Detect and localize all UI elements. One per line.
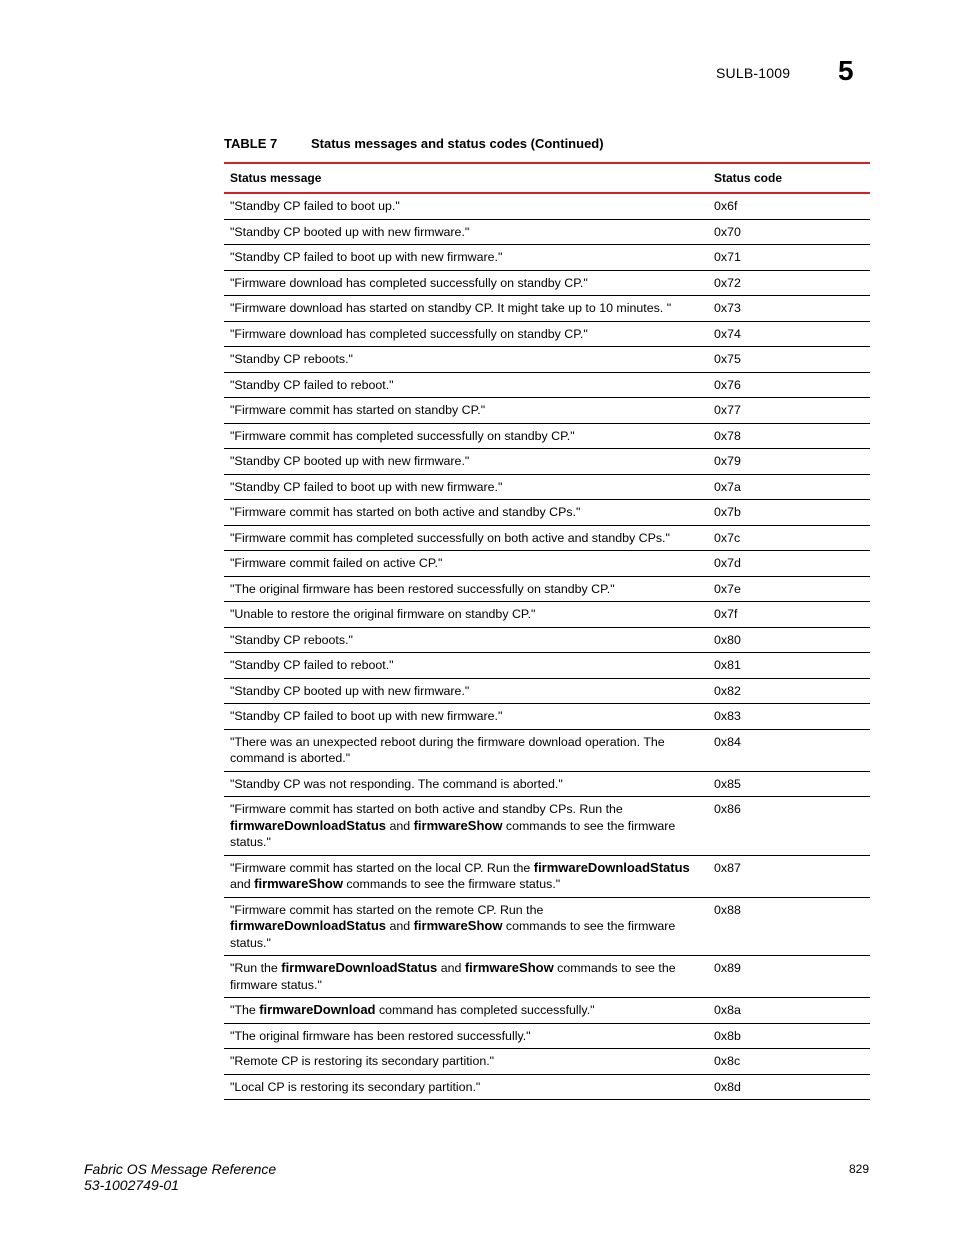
- status-code-cell: 0x71: [708, 245, 870, 271]
- status-code-cell: 0x78: [708, 423, 870, 449]
- status-code-cell: 0x7a: [708, 474, 870, 500]
- status-message-cell: "Standby CP failed to boot up with new firmware.": [224, 704, 708, 730]
- table-body: [224, 193, 870, 1100]
- status-code-cell: 0x76: [708, 372, 870, 398]
- status-message-cell: "Standby CP was not responding. The command is aborted.": [224, 771, 708, 797]
- command-name: firmwareDownloadStatus: [230, 918, 387, 933]
- table-row: [224, 372, 870, 398]
- message-text: commands to see the firmware status.": [230, 919, 676, 950]
- status-code-cell: 0x8c: [708, 1049, 870, 1075]
- footer-page-number: 829: [849, 1162, 870, 1176]
- status-message-cell: "Firmware download has started on standby CP. It might take up to 10 minutes. ": [224, 296, 708, 322]
- status-message-cell: [224, 998, 708, 1024]
- message-text: and: [386, 818, 414, 833]
- table-row: [224, 771, 870, 797]
- status-code-cell: 0x77: [708, 398, 870, 424]
- status-code-cell: 0x80: [708, 627, 870, 653]
- status-message-cell: "There was an unexpected reboot during the firmware download operation. The command is aborted.": [224, 729, 708, 771]
- table-row: [224, 1023, 870, 1049]
- table-row: [224, 1049, 870, 1075]
- table-row: [224, 897, 870, 956]
- status-code-cell: 0x7c: [708, 525, 870, 551]
- table-row: [224, 576, 870, 602]
- status-code-cell: 0x73: [708, 296, 870, 322]
- status-message-cell: "Firmware commit failed on active CP.": [224, 551, 708, 577]
- table-row: [224, 729, 870, 771]
- status-message-cell: "Standby CP reboots.": [224, 627, 708, 653]
- table-row: [224, 245, 870, 271]
- status-message-cell: [224, 797, 708, 856]
- command-name: firmwareShow: [413, 918, 503, 933]
- status-message-cell: "Standby CP failed to boot up with new firmware.": [224, 474, 708, 500]
- status-code-cell: 0x88: [708, 897, 870, 956]
- command-name: firmwareDownload: [259, 1002, 376, 1017]
- table-row: [224, 193, 870, 219]
- status-code-cell: 0x75: [708, 347, 870, 373]
- table-row: [224, 500, 870, 526]
- status-message-cell: "Unable to restore the original firmware on standby CP.": [224, 602, 708, 628]
- status-code-cell: 0x8b: [708, 1023, 870, 1049]
- command-name: firmwareShow: [254, 876, 343, 891]
- message-text: and: [230, 877, 255, 891]
- table-row: [224, 704, 870, 730]
- table-row: [224, 653, 870, 679]
- status-code-cell: 0x82: [708, 678, 870, 704]
- column-header-status-message: Status message: [224, 163, 708, 193]
- status-code-cell: 0x8d: [708, 1074, 870, 1100]
- status-table: [224, 162, 870, 1100]
- status-message-cell: "The original firmware has been restored successfully.": [224, 1023, 708, 1049]
- message-text: commands to see the firmware status.": [230, 818, 676, 849]
- table-row: [224, 296, 870, 322]
- status-code-cell: 0x7b: [708, 500, 870, 526]
- message-text: commands to see the firmware status.": [230, 961, 676, 992]
- footer-doc-number: 53-1002749-01: [84, 1177, 179, 1193]
- table-row: [224, 347, 870, 373]
- footer-doc-title: Fabric OS Message Reference: [84, 1161, 277, 1177]
- message-text: and: [386, 919, 414, 933]
- table-header-row: [224, 163, 870, 193]
- table-row: [224, 602, 870, 628]
- column-header-status-code: Status code: [708, 163, 870, 193]
- header-message-id: SULB-1009: [716, 65, 791, 81]
- status-message-cell: "Firmware download has completed successfully on standby CP.": [224, 321, 708, 347]
- status-message-cell: "Standby CP booted up with new firmware.": [224, 219, 708, 245]
- command-name: firmwareDownloadStatus: [230, 817, 387, 833]
- table-row: [224, 998, 870, 1024]
- table-row: [224, 797, 870, 856]
- table-row: [224, 855, 870, 897]
- status-message-cell: "Local CP is restoring its secondary partition.": [224, 1074, 708, 1100]
- table-row: [224, 423, 870, 449]
- message-text: "The: [230, 1003, 260, 1017]
- status-code-cell: 0x8a: [708, 998, 870, 1024]
- table-row: [224, 1074, 870, 1100]
- status-code-cell: 0x87: [708, 855, 870, 897]
- status-code-cell: 0x89: [708, 956, 870, 998]
- table-row: [224, 219, 870, 245]
- status-code-cell: 0x85: [708, 771, 870, 797]
- status-message-cell: "Firmware commit has started on standby CP.": [224, 398, 708, 424]
- status-message-cell: [224, 897, 708, 956]
- table-caption: Status messages and status codes (Continued): [311, 136, 604, 151]
- status-message-cell: "Standby CP failed to reboot.": [224, 653, 708, 679]
- status-message-cell: "Firmware commit has completed successfully on standby CP.": [224, 423, 708, 449]
- table-row: [224, 398, 870, 424]
- status-message-cell: "Standby CP booted up with new firmware.": [224, 449, 708, 475]
- table-row: [224, 321, 870, 347]
- table-row: [224, 270, 870, 296]
- message-text: and: [437, 961, 465, 975]
- message-text: "Firmware commit has started on both active and standby CPs. Run the: [230, 802, 623, 816]
- status-message-cell: "Remote CP is restoring its secondary partition.": [224, 1049, 708, 1075]
- message-text: commands to see the firmware status.": [342, 877, 561, 891]
- status-message-cell: "Standby CP failed to boot up with new firmware.": [224, 245, 708, 271]
- status-code-cell: 0x81: [708, 653, 870, 679]
- command-name: firmwareShow: [413, 817, 503, 833]
- message-text: "Firmware commit has started on the remote CP. Run the: [230, 902, 544, 917]
- table-label: TABLE 7: [224, 136, 278, 151]
- status-code-cell: 0x84: [708, 729, 870, 771]
- message-text: command has completed successfully.": [375, 1003, 595, 1017]
- status-code-cell: 0x72: [708, 270, 870, 296]
- command-name: firmwareDownloadStatus: [533, 859, 690, 875]
- status-code-cell: 0x74: [708, 321, 870, 347]
- table-row: [224, 627, 870, 653]
- status-message-cell: [224, 855, 708, 897]
- status-message-cell: "Standby CP booted up with new firmware.": [224, 678, 708, 704]
- chapter-number: 5: [838, 55, 854, 86]
- status-table-container: [224, 162, 870, 1100]
- status-message-cell: "Standby CP failed to boot up.": [224, 193, 708, 219]
- status-code-cell: 0x6f: [708, 193, 870, 219]
- status-code-cell: 0x86: [708, 797, 870, 856]
- status-message-cell: "Standby CP failed to reboot.": [224, 372, 708, 398]
- status-message-cell: "Firmware download has completed successfully on standby CP.": [224, 270, 708, 296]
- status-code-cell: 0x7d: [708, 551, 870, 577]
- table-row: [224, 956, 870, 998]
- command-name: firmwareDownloadStatus: [281, 960, 438, 975]
- table-row: [224, 525, 870, 551]
- table-row: [224, 551, 870, 577]
- status-code-cell: 0x7e: [708, 576, 870, 602]
- status-message-cell: [224, 956, 708, 998]
- status-code-cell: 0x83: [708, 704, 870, 730]
- table-row: [224, 474, 870, 500]
- status-message-cell: "Firmware commit has started on both active and standby CPs.": [224, 500, 708, 526]
- message-text: "Firmware commit has started on the local CP. Run the: [230, 860, 534, 875]
- status-code-cell: 0x79: [708, 449, 870, 475]
- status-message-cell: "Firmware commit has completed successfully on both active and standby CPs.": [224, 525, 708, 551]
- message-text: "Run the: [230, 961, 282, 975]
- table-row: [224, 678, 870, 704]
- table-row: [224, 449, 870, 475]
- status-message-cell: "The original firmware has been restored successfully on standby CP.": [224, 576, 708, 602]
- command-name: firmwareShow: [464, 960, 554, 975]
- status-code-cell: 0x70: [708, 219, 870, 245]
- status-message-cell: "Standby CP reboots.": [224, 347, 708, 373]
- status-code-cell: 0x7f: [708, 602, 870, 628]
